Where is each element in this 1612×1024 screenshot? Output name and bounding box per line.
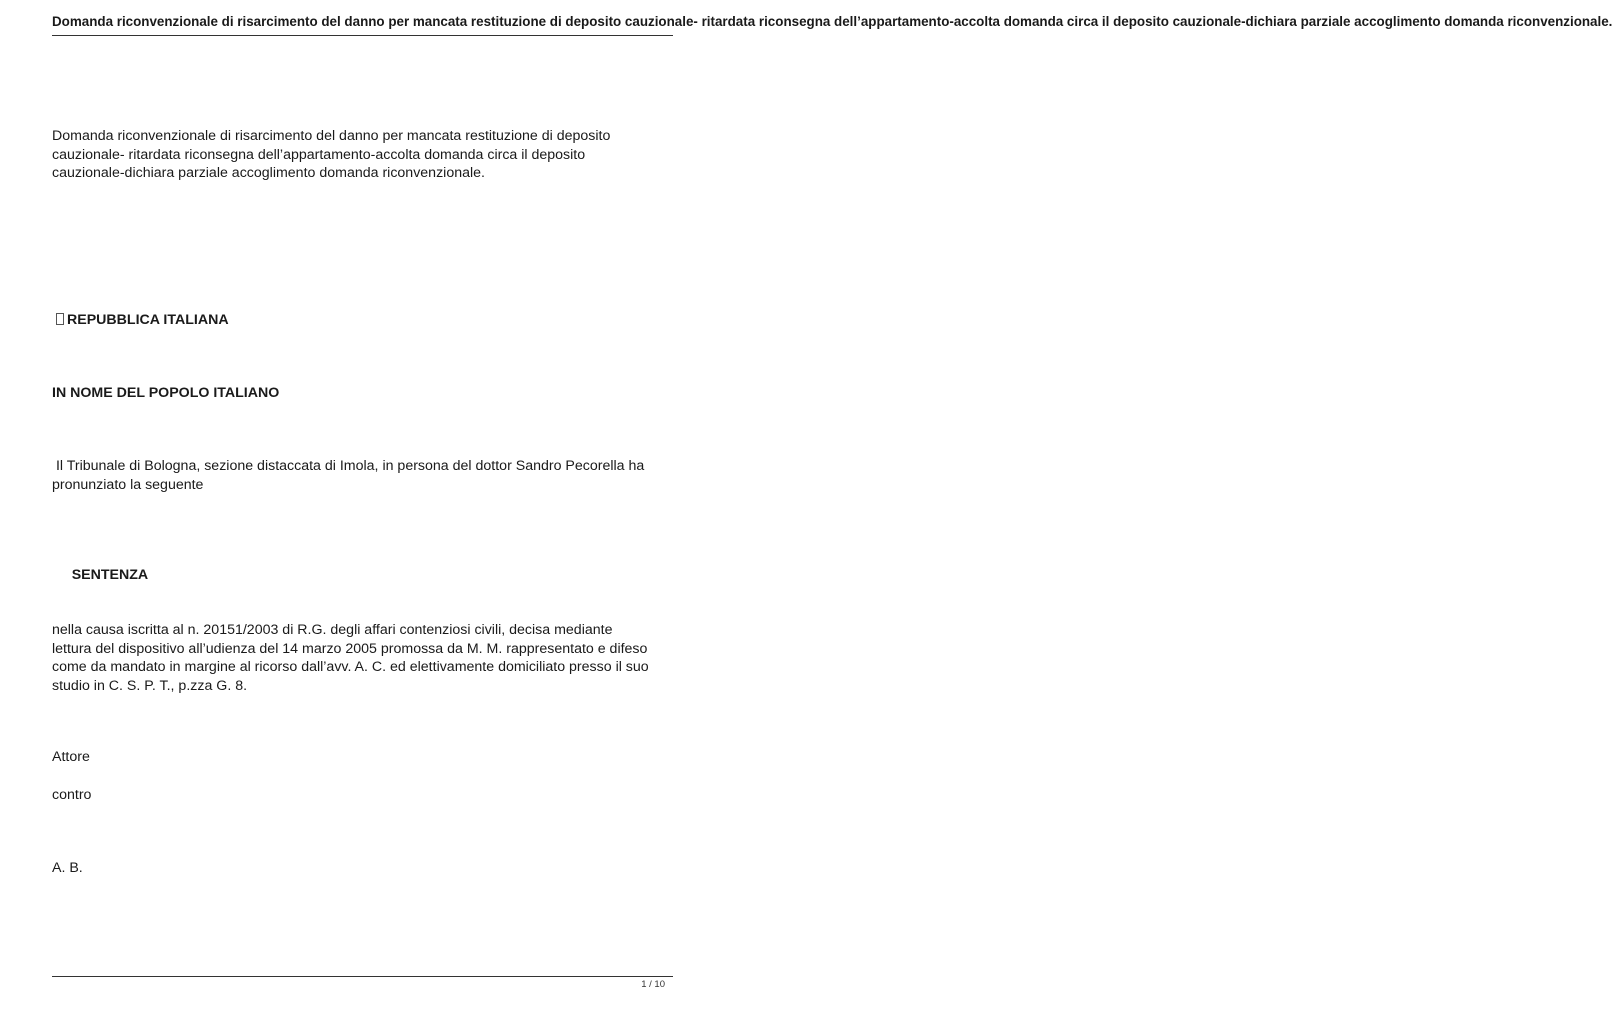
abstract-line: cauzionale- ritardata riconsegna dell’appartamento-accolta domanda circa il deposito [52, 146, 586, 163]
case-line: come da mandato in margine al ricorso dall’avv. A. C. ed elettivamente domiciliato presso il suo [52, 659, 649, 675]
versus-label [52, 786, 677, 805]
defendant-name [52, 859, 677, 878]
people-heading [52, 384, 677, 403]
abstract-line: Domanda riconvenzionale di risarcimento del danno per mancata restituzione di deposito [52, 128, 611, 144]
missing-glyph-icon [56, 313, 64, 325]
people-heading-text: IN NOME DEL POPOLO ITALIANO [52, 385, 280, 401]
sentenza-heading [52, 547, 677, 603]
header-divider [52, 35, 673, 36]
page-number: 1 / 10 [641, 979, 665, 990]
versus-label-text: contro [52, 787, 92, 803]
plaintiff-label-text: Attore [52, 749, 90, 765]
document-abstract [52, 127, 677, 183]
court-line: Il Tribunale di Bologna, sezione distaccata di Imola, in persona del dottor Sandro Pecorella ha [52, 458, 645, 474]
defendant-name-text: A. B. [52, 860, 83, 876]
footer-divider [52, 976, 673, 977]
case-paragraph [52, 621, 677, 695]
running-header-title: Domanda riconvenzionale di risarcimento del danno per mancata restituzione di deposito cauzionale- ritardata riconsegna dell’appartamento-accolta domanda circa il deposito cauzionale-dichiara parziale accoglimento domanda riconvenzionale. [52, 14, 1612, 29]
abstract-line: cauzionale-dichiara parziale accoglimento domanda riconvenzionale. [52, 165, 485, 181]
case-line: studio in C. S. P. T., p.zza G. 8. [52, 677, 248, 694]
running-header [52, 14, 1612, 34]
case-line: lettura del dispositivo all’udienza del 14 marzo 2005 promossa da M. M. rappresentato e difeso [52, 640, 648, 657]
republic-heading-text: REPUBBLICA ITALIANA [67, 312, 229, 328]
sentenza-heading-text: SENTENZA [67, 566, 149, 583]
case-line: nella causa iscritta al n. 20151/2003 di R.G. degli affari contenziosi civili, decisa mediante [52, 622, 613, 638]
court-paragraph [52, 457, 677, 494]
republic-heading [52, 311, 677, 330]
plaintiff-label [52, 748, 677, 767]
court-line: pronunziato la seguente [52, 476, 204, 493]
